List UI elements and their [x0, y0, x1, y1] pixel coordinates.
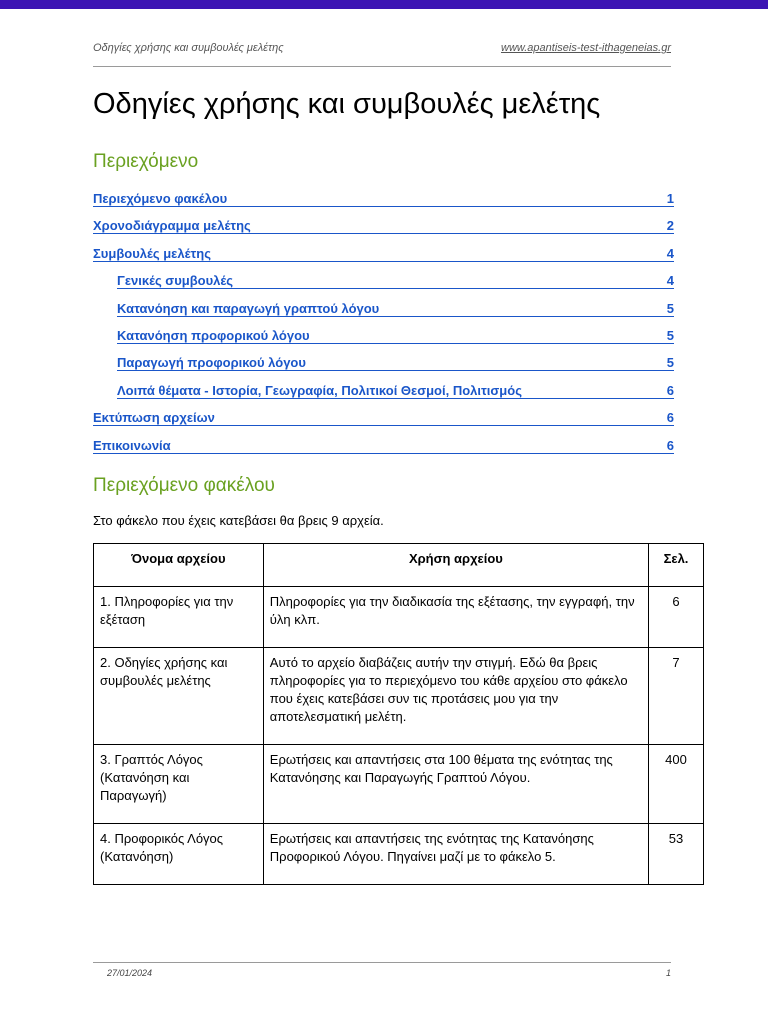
pages-cell: 6 — [649, 587, 704, 648]
file-name-cell: 2. Οδηγίες χρήσης και συμβουλές μελέτης — [94, 648, 264, 745]
footer-page-number: 1 — [665, 968, 671, 978]
toc-link-other-topics[interactable] — [117, 383, 674, 399]
toc-entry — [93, 187, 674, 214]
file-name-cell: 3. Γραπτός Λόγος (Κατανόηση και Παραγωγή) — [94, 745, 264, 824]
files-table — [93, 543, 704, 885]
toc-entry-label: Επικοινωνία — [93, 437, 171, 453]
toc-link-study-tips[interactable] — [93, 246, 674, 262]
toc-entry-label: Κατανόηση και παραγωγή γραπτού λόγου — [117, 300, 380, 316]
table-row — [94, 824, 704, 885]
file-use-cell: Ερωτήσεις και απαντήσεις της ενότητας της Κατανόησης Προφορικού Λόγου. Πηγαίνει μαζί με το φάκελο 5. — [263, 824, 648, 885]
column-header-file-name: Όνομα αρχείου — [94, 544, 264, 587]
toc-entry-page: 5 — [666, 300, 674, 316]
toc-entry-page: 4 — [666, 245, 674, 261]
toc-entry — [93, 242, 674, 269]
table-row — [94, 745, 704, 824]
toc-entry-label: Παραγωγή προφορικού λόγου — [117, 355, 306, 371]
file-name-cell: 1. Πληροφορίες για την εξέταση — [94, 587, 264, 648]
toc-link-oral-production[interactable] — [117, 355, 674, 371]
folder-contents-heading: Περιεχόμενο φακέλου — [93, 475, 275, 496]
toc-entry-page: 4 — [666, 273, 674, 289]
toc-entry-page: 2 — [666, 218, 674, 234]
document-title: Οδηγίες χρήσης και συμβουλές μελέτης — [93, 88, 601, 120]
top-accent-bar — [0, 0, 768, 9]
toc-link-contact[interactable] — [93, 438, 674, 454]
toc-link-study-schedule[interactable] — [93, 218, 674, 234]
pages-cell: 53 — [649, 824, 704, 885]
file-use-cell: Ερωτήσεις και απαντήσεις στα 100 θέματα της ενότητας της Κατανόησης και Παραγωγής Γραπτού Λόγου. — [263, 745, 648, 824]
pages-cell: 7 — [649, 648, 704, 745]
toc-link-folder-contents[interactable] — [93, 191, 674, 207]
toc-entry-page: 6 — [666, 382, 674, 398]
toc-entry-label: Χρονοδιάγραμμα μελέτης — [93, 218, 251, 234]
toc-entry — [93, 379, 674, 406]
toc-link-printing[interactable] — [93, 410, 674, 426]
toc-entry — [93, 269, 674, 296]
toc-entry-label: Γενικές συμβουλές — [117, 273, 234, 289]
toc-entry-page: 1 — [666, 191, 674, 206]
header-doc-title: Οδηγίες χρήσης και συμβουλές μελέτης — [93, 42, 284, 54]
toc-entry — [93, 406, 674, 433]
toc-entry-page: 5 — [666, 327, 674, 343]
file-use-cell: Αυτό το αρχείο διαβάζεις αυτήν την στιγμή. Εδώ θα βρεις πληροφορίες για το περιεχόμενο του κάθε αρχείου στο φάκελο που έχεις κατεβάσει συν τις προτάσεις μου για την αποτελεσματική μελέτη. — [263, 648, 648, 745]
table-row — [94, 648, 704, 745]
toc-entry-label: Συμβουλές μελέτης — [93, 245, 211, 261]
toc-heading: Περιεχόμενο — [93, 151, 199, 172]
toc-entry — [93, 214, 674, 241]
toc-entry-label: Λοιπά θέματα - Ιστορία, Γεωγραφία, Πολιτικοί Θεσμοί, Πολιτισμός — [117, 382, 522, 398]
toc-entry — [93, 434, 674, 461]
toc-link-general-tips[interactable] — [117, 273, 674, 289]
page-header — [93, 42, 671, 67]
file-name-cell: 4. Προφορικός Λόγος (Κατανόηση) — [94, 824, 264, 885]
toc-link-written-language[interactable] — [117, 301, 674, 317]
table-of-contents — [93, 187, 674, 461]
toc-entry-label: Περιεχόμενο φακέλου — [93, 191, 228, 206]
table-row — [94, 587, 704, 648]
footer-date: 27/01/2024 — [107, 968, 153, 978]
column-header-pages: Σελ. — [649, 544, 704, 587]
toc-entry-page: 6 — [666, 437, 674, 453]
page-footer — [93, 962, 671, 978]
toc-entry — [93, 324, 674, 351]
toc-link-oral-comprehension[interactable] — [117, 328, 674, 344]
toc-entry-label: Κατανόηση προφορικού λόγου — [117, 327, 310, 343]
folder-contents-intro: Στο φάκελο που έχεις κατεβάσει θα βρεις 9 αρχεία. — [93, 513, 384, 528]
pages-cell: 400 — [649, 745, 704, 824]
column-header-file-use: Χρήση αρχείου — [263, 544, 648, 587]
toc-entry — [93, 297, 674, 324]
table-header-row — [94, 544, 704, 587]
header-website-link[interactable]: www.apantiseis-test-ithageneias.gr — [501, 42, 671, 54]
toc-entry — [93, 351, 674, 378]
file-use-cell: Πληροφορίες για την διαδικασία της εξέτασης, την εγγραφή, την ύλη κλπ. — [263, 587, 648, 648]
toc-entry-page: 5 — [666, 355, 674, 371]
toc-entry-page: 6 — [666, 410, 674, 426]
toc-entry-label: Εκτύπωση αρχείων — [93, 410, 215, 426]
